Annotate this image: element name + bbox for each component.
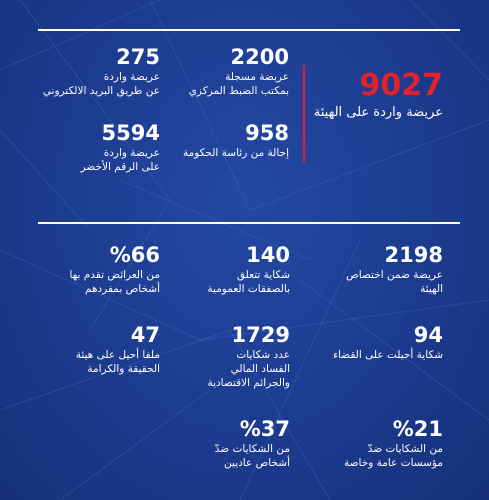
stat-label: الهيئة [420, 283, 443, 295]
stat-label: عريضة واردة [103, 71, 160, 83]
stat-label: عن طريق البريد الالكتروني [42, 85, 160, 97]
stat-number: 94 [413, 323, 443, 347]
stat-number: %37 [239, 417, 290, 441]
stat-number: 2200 [230, 45, 289, 69]
stat-number: 275 [116, 45, 160, 69]
stat-total-petitions [314, 68, 443, 122]
stat-green-number [81, 120, 160, 174]
stat-ordinary-persons-percent [215, 416, 290, 470]
top-divider [38, 29, 460, 31]
stat-label: على الرقم الأخضر [80, 161, 160, 173]
stat-number: 958 [245, 121, 289, 145]
stat-label: مؤسسات عامة وخاصة [344, 457, 443, 469]
stat-label: أشخاص عاديين [224, 457, 290, 469]
stat-institutions-percent [344, 416, 443, 470]
stat-number: 1729 [231, 323, 290, 347]
stat-individuals-percent [69, 242, 160, 296]
stat-label: أشخاص بمفردهم [84, 283, 160, 295]
stat-number: 9027 [359, 68, 443, 103]
middle-divider [38, 222, 460, 224]
stat-central-registry [189, 44, 289, 98]
stat-label: إحالة من رئاسة الحكومة [182, 147, 289, 159]
stat-email [43, 44, 160, 98]
stat-label: بمكتب الضبط المركزي [188, 85, 289, 97]
stat-number: %66 [109, 243, 160, 267]
stat-number: 2198 [384, 243, 443, 267]
stat-public-procurement [207, 242, 290, 296]
stat-label: عريضة واردة على الهيئة [313, 105, 443, 120]
stat-number: 47 [130, 323, 160, 347]
stat-label: عدد شكايات [236, 349, 290, 361]
stat-number: 140 [246, 243, 290, 267]
stat-label: شكاية تتعلق [236, 269, 290, 281]
stat-truth-dignity [76, 322, 160, 376]
stat-referred-judiciary [333, 322, 443, 362]
stat-label: من الشكايات ضدّ [367, 443, 443, 455]
stat-label: والجرائم الاقتصادية [207, 377, 290, 389]
stat-label: من العرائض تقدم بها [69, 269, 160, 281]
stat-label: الحقيقة والكرامة [87, 363, 160, 375]
stat-label: عريضة واردة [103, 147, 160, 159]
stat-financial-corruption [207, 322, 290, 390]
stat-within-mandate [346, 242, 443, 296]
stat-label: ملفا أحيل على هيئة [75, 349, 160, 361]
stat-number: %21 [392, 417, 443, 441]
stat-government-referral [183, 120, 289, 160]
stat-label: بالصفقات العمومية [207, 283, 290, 295]
stat-label: عريضة ضمن اختصاص [346, 269, 443, 281]
accent-vertical-bar [303, 65, 305, 162]
stat-label: الفساد المالي [230, 363, 290, 375]
stat-label: عريضة مسجلة [225, 71, 289, 83]
stat-label: شكاية أحيلت على القضاء [333, 349, 443, 361]
stat-label: من الشكايات ضدّ [214, 443, 290, 455]
stat-number: 5594 [101, 121, 160, 145]
